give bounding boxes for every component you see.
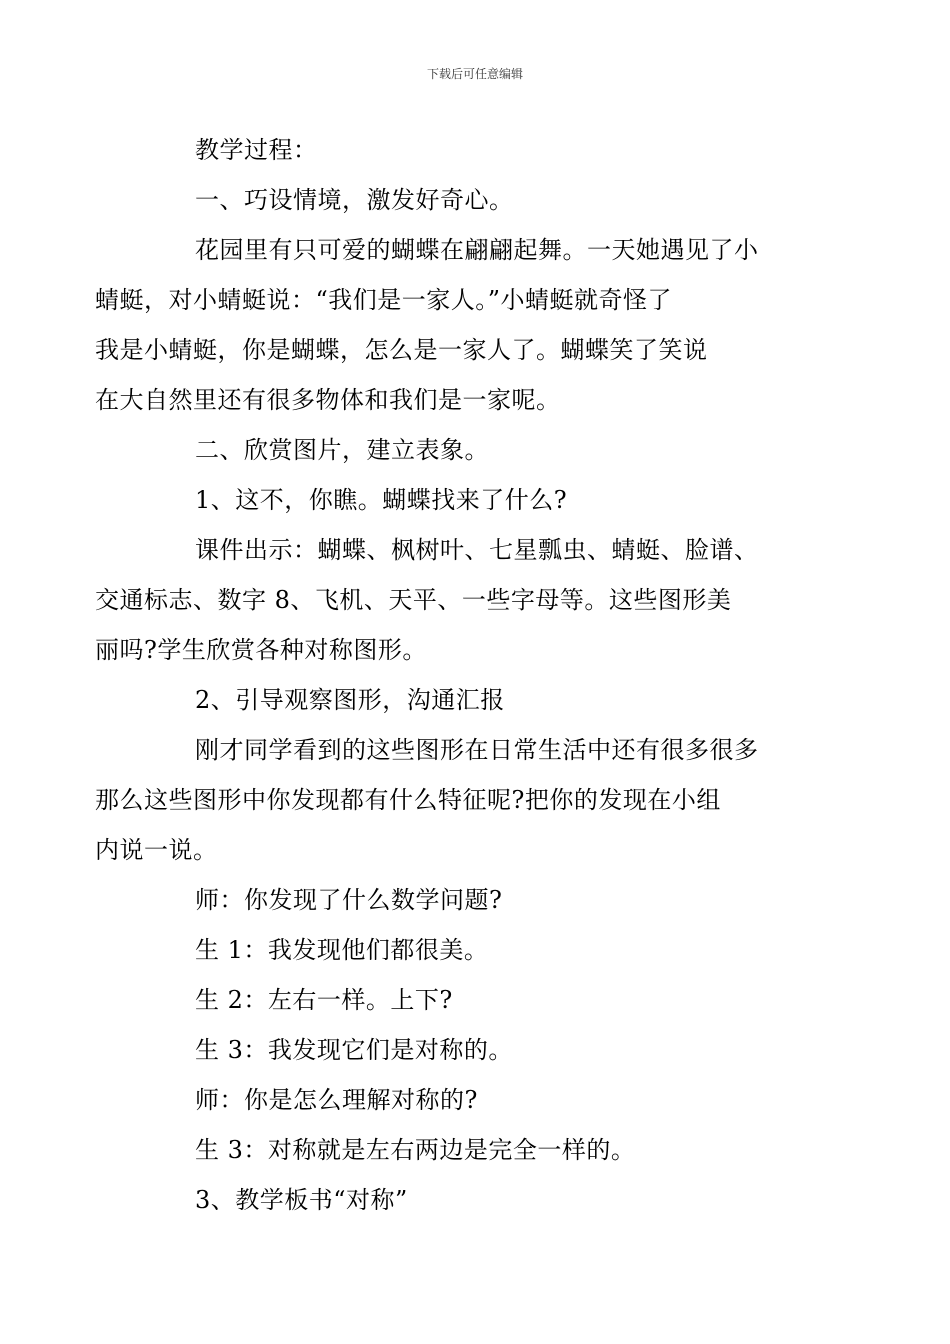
paragraph-line: 我是小蜻蜓，你是蝴蝶，怎么是一家人了。蝴蝶笑了笑说 <box>95 336 708 364</box>
step-3: 3、教学板书“对称” <box>195 1186 408 1214</box>
paragraph-line: 丽吗?学生欣赏各种对称图形。 <box>95 636 427 664</box>
step-1: 1、这不，你瞧。蝴蝶找来了什么? <box>195 486 568 514</box>
section-heading-2: 二、欣赏图片，建立表象。 <box>195 436 489 464</box>
dialogue-teacher-1: 师：你发现了什么数学问题? <box>195 886 503 914</box>
paragraph-line: 交通标志、数字 8、飞机、天平、一些字母等。这些图形美 <box>95 586 732 614</box>
paragraph-line: 花园里有只可爱的蝴蝶在翩翩起舞。一天她遇见了小 <box>195 236 759 264</box>
document-body <box>95 125 810 1225</box>
paragraph-line: 蜻蜓，对小蜻蜓说：“我们是一家人。”小蜻蜓就奇怪了 <box>95 286 673 314</box>
dialogue-student-3b: 生 3：对称就是左右两边是完全一样的。 <box>195 1136 636 1164</box>
section-heading-1: 一、巧设情境，激发好奇心。 <box>195 186 514 214</box>
paragraph-line: 那么这些图形中你发现都有什么特征呢?把你的发现在小组 <box>95 786 721 814</box>
section-heading-teaching-process: 教学过程： <box>195 136 318 164</box>
dialogue-student-2: 生 2：左右一样。上下? <box>195 986 453 1014</box>
page-header-note: 下载后可任意编辑 <box>426 67 523 81</box>
paragraph-story <box>95 225 810 425</box>
paragraph-line: 内说一说。 <box>95 836 218 864</box>
paragraph-courseware <box>95 525 810 675</box>
paragraph-line: 刚才同学看到的这些图形在日常生活中还有很多很多 <box>195 736 759 764</box>
step-2: 2、引导观察图形，沟通汇报 <box>195 686 505 714</box>
paragraph-line: 在大自然里还有很多物体和我们是一家呢。 <box>95 386 561 414</box>
dialogue-student-1: 生 1：我发现他们都很美。 <box>195 936 489 964</box>
dialogue-student-3: 生 3：我发现它们是对称的。 <box>195 1036 513 1064</box>
dialogue-teacher-2: 师：你是怎么理解对称的? <box>195 1086 478 1114</box>
paragraph-observation <box>95 725 810 875</box>
paragraph-line: 课件出示：蝴蝶、枫树叶、七星瓢虫、蜻蜓、脸谱、 <box>195 536 759 564</box>
